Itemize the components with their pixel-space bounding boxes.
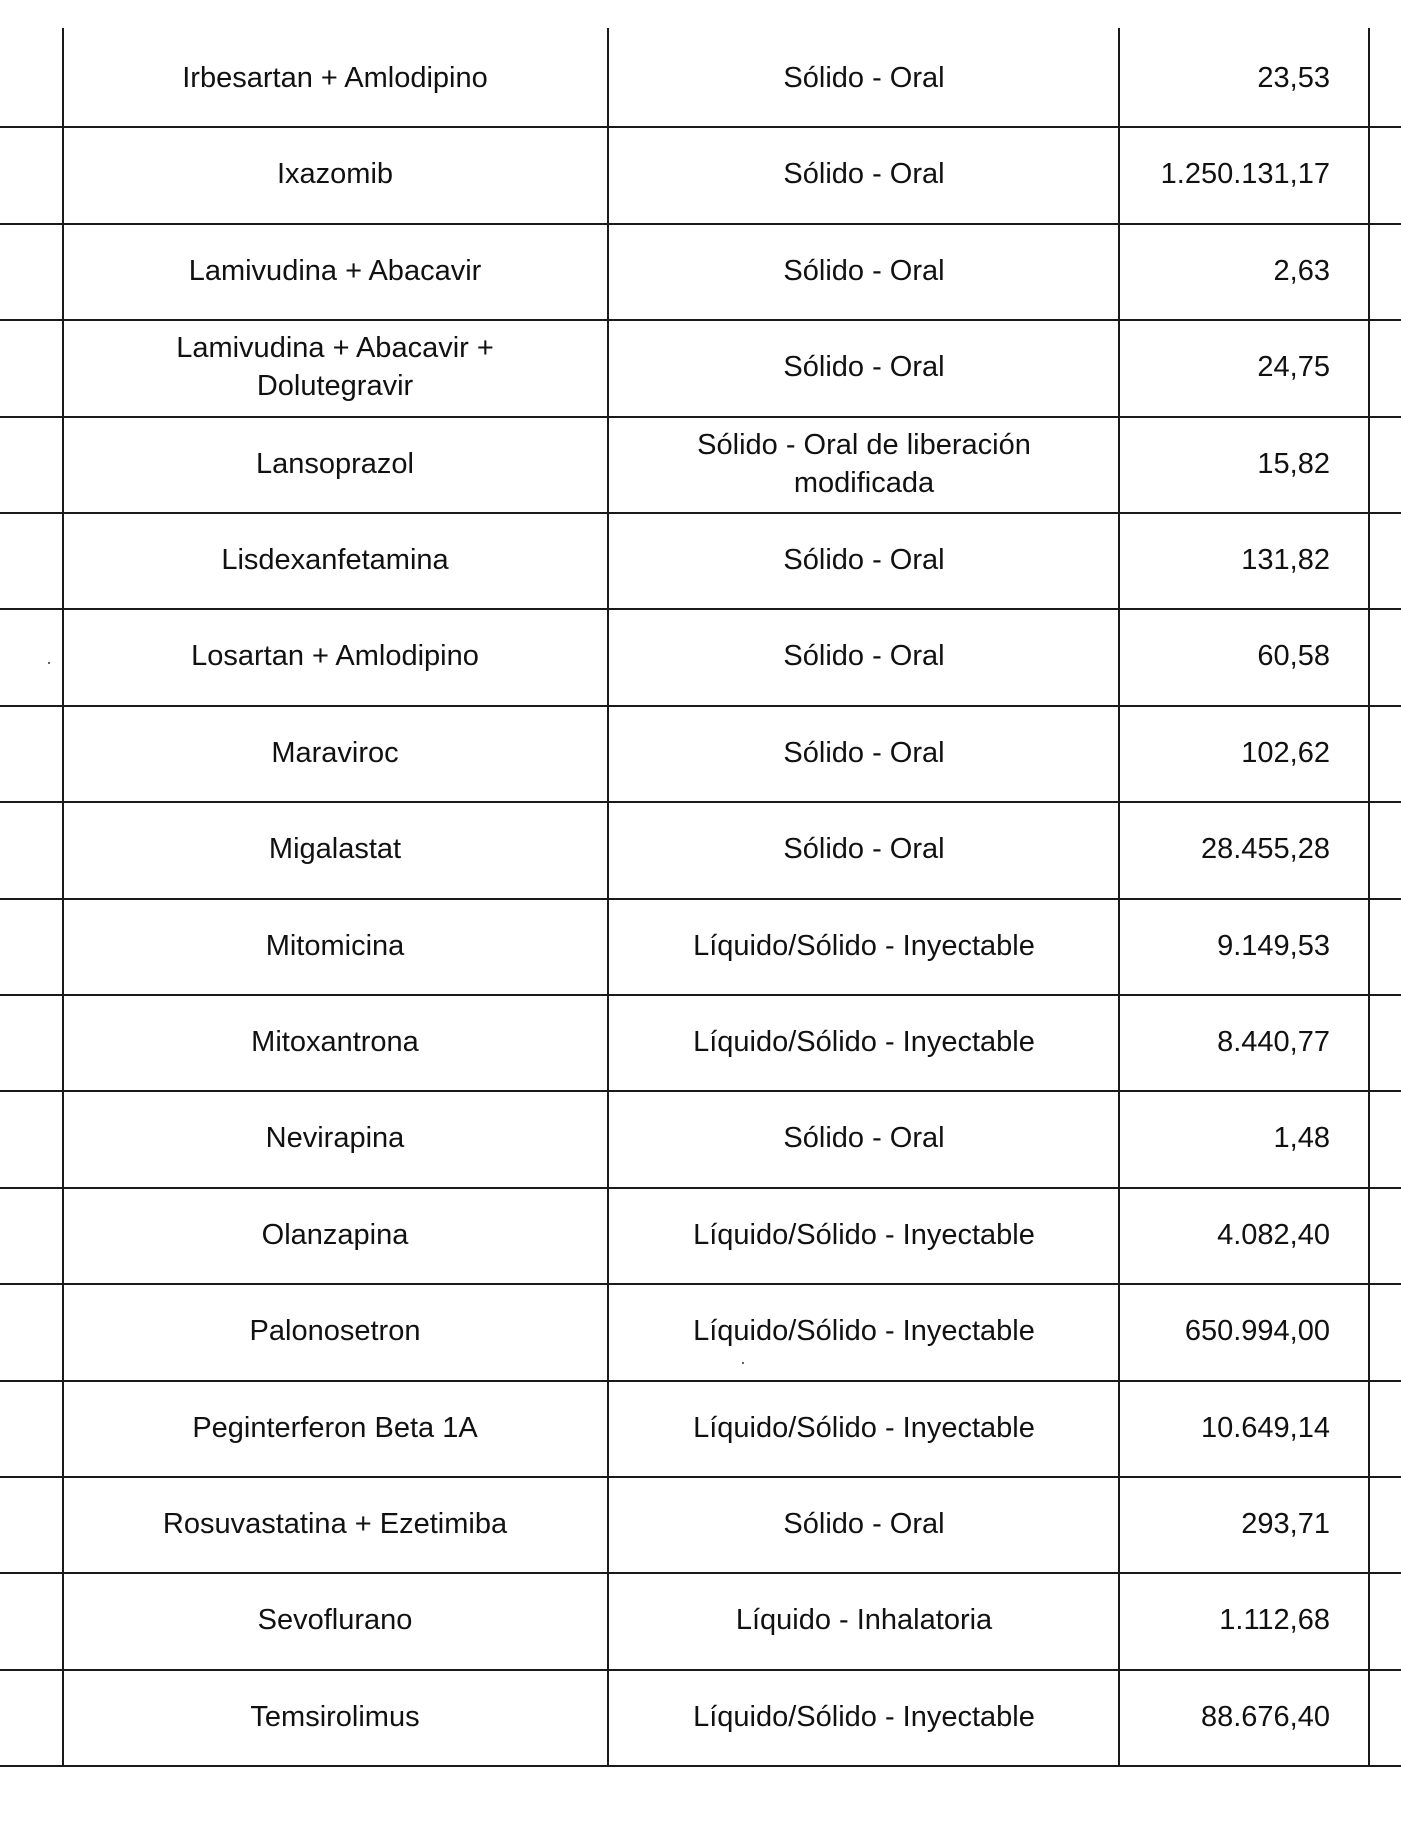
drug-name-cell	[64, 1187, 606, 1283]
price-cell	[1122, 1572, 1332, 1668]
drug-name-cell	[64, 898, 606, 994]
dosage-form: Líquido/Sólido - Inyectable	[693, 929, 1035, 962]
dosage-form: Líquido/Sólido - Inyectable	[693, 1026, 1035, 1058]
table-row	[0, 1090, 1401, 1186]
dosage-form-cell	[610, 1669, 1118, 1765]
price-value: 9.149,53	[1217, 929, 1330, 962]
dosage-form: Líquido/Sólido - Inyectable	[693, 1315, 1035, 1348]
dosage-form: Sólido - Oral	[783, 1122, 945, 1155]
dosage-form: Sólido - Oral	[783, 351, 945, 384]
drug-name: Losartan + Amlodipino	[191, 640, 479, 673]
drug-name-cell	[64, 1283, 606, 1379]
dosage-form: Sólido - Oral	[783, 1508, 945, 1540]
price-value: 23,53	[1257, 62, 1330, 94]
price-value: 102,62	[1241, 736, 1330, 769]
table-row	[0, 512, 1401, 608]
dosage-form-cell	[610, 705, 1118, 801]
drug-name: Migalastat	[268, 833, 402, 866]
price-value: 131,82	[1241, 544, 1330, 576]
drug-name: Palonosetron	[249, 1315, 421, 1348]
drug-name: Sevoflurano	[257, 1604, 413, 1637]
dosage-form-cell	[610, 30, 1118, 126]
price-cell	[1122, 1380, 1332, 1476]
drug-name-cell	[64, 512, 606, 608]
drug-name: Ixazomib	[276, 158, 394, 191]
price-value: 293,71	[1241, 1508, 1330, 1540]
table-row	[0, 319, 1401, 415]
drug-name: Temsirolimus	[250, 1700, 420, 1733]
table-row	[0, 1669, 1401, 1765]
dosage-form-cell	[610, 801, 1118, 897]
table-row	[0, 1476, 1401, 1572]
table-row	[0, 1572, 1401, 1668]
scan-speck	[742, 1362, 744, 1364]
price-cell	[1122, 1283, 1332, 1379]
dosage-form: Líquido/Sólido - Inyectable	[693, 1218, 1035, 1251]
dosage-form-cell	[610, 319, 1118, 415]
price-value: 650.994,00	[1184, 1315, 1330, 1348]
dosage-form: Sólido - Oral	[783, 640, 945, 673]
drug-name: Maraviroc	[271, 736, 399, 769]
drug-name-cell	[64, 608, 606, 704]
table-row	[0, 1187, 1401, 1283]
price-cell	[1122, 801, 1332, 897]
drug-name: Peginterferon Beta 1A	[192, 1411, 478, 1444]
drug-name-cell	[64, 30, 606, 126]
price-cell	[1122, 1669, 1332, 1765]
price-value: 15,82	[1257, 447, 1330, 480]
dosage-form: Sólido - Oral de liberación modificada	[697, 428, 1031, 499]
dosage-form: Líquido/Sólido - Inyectable	[693, 1700, 1035, 1733]
price-value: 24,75	[1257, 351, 1330, 384]
drug-name: Mitoxantrona	[251, 1026, 419, 1058]
price-value: 10.649,14	[1200, 1411, 1330, 1444]
drug-name: Lamivudina + Abacavir + Dolutegravir	[176, 332, 494, 403]
price-value: 88.676,40	[1200, 1700, 1330, 1733]
drug-name: Rosuvastatina + Ezetimiba	[162, 1508, 508, 1540]
drug-name-cell	[64, 1090, 606, 1186]
table-row	[0, 608, 1401, 704]
drug-name: Lamivudina + Abacavir	[188, 254, 482, 287]
price-value: 60,58	[1257, 640, 1330, 673]
dosage-form: Sólido - Oral	[783, 736, 945, 769]
price-cell	[1122, 608, 1332, 704]
price-cell	[1122, 223, 1332, 319]
price-value: 28.455,28	[1200, 833, 1330, 866]
drug-name-cell	[64, 801, 606, 897]
drug-name: Lisdexanfetamina	[221, 544, 449, 576]
price-cell	[1122, 416, 1332, 512]
price-cell	[1122, 512, 1332, 608]
dosage-form-cell	[610, 223, 1118, 319]
table-row	[0, 416, 1401, 512]
scan-speck	[48, 662, 50, 664]
table-row	[0, 898, 1401, 994]
drug-name-cell	[64, 1476, 606, 1572]
table-row	[0, 30, 1401, 126]
price-cell	[1122, 1476, 1332, 1572]
drug-name: Irbesartan + Amlodipino	[182, 62, 488, 94]
table-row	[0, 705, 1401, 801]
dosage-form-cell	[610, 512, 1118, 608]
dosage-form: Líquido/Sólido - Inyectable	[693, 1411, 1035, 1444]
drug-name-cell	[64, 223, 606, 319]
drug-name: Nevirapina	[265, 1122, 405, 1155]
drug-name-cell	[64, 1380, 606, 1476]
price-value: 8.440,77	[1217, 1026, 1330, 1058]
drug-name: Lansoprazol	[256, 447, 414, 480]
dosage-form-cell	[610, 994, 1118, 1090]
table-row	[0, 1380, 1401, 1476]
table-row	[0, 994, 1401, 1090]
price-value: 2,63	[1273, 254, 1330, 287]
price-cell	[1122, 898, 1332, 994]
dosage-form: Sólido - Oral	[783, 544, 945, 576]
table-row	[0, 1283, 1401, 1379]
dosage-form-cell	[610, 1187, 1118, 1283]
price-cell	[1122, 126, 1332, 222]
table-bottom-rule	[0, 1765, 1401, 1767]
price-value: 1,48	[1273, 1122, 1330, 1155]
price-cell	[1122, 30, 1332, 126]
table-row	[0, 223, 1401, 319]
price-value: 1.112,68	[1219, 1604, 1330, 1637]
dosage-form-cell	[610, 1572, 1118, 1668]
drug-name: Olanzapina	[261, 1218, 409, 1251]
dosage-form-cell	[610, 416, 1118, 512]
dosage-form: Sólido - Oral	[783, 833, 945, 866]
price-value: 4.082,40	[1217, 1218, 1330, 1251]
dosage-form-cell	[610, 1380, 1118, 1476]
dosage-form-cell	[610, 608, 1118, 704]
drug-name-cell	[64, 705, 606, 801]
drug-name-cell	[64, 319, 606, 415]
dosage-form: Sólido - Oral	[783, 254, 945, 287]
dosage-form: Sólido - Oral	[783, 158, 945, 191]
dosage-form-cell	[610, 1090, 1118, 1186]
price-cell	[1122, 1187, 1332, 1283]
price-cell	[1122, 705, 1332, 801]
price-cell	[1122, 319, 1332, 415]
dosage-form: Sólido - Oral	[783, 62, 945, 94]
dosage-form-cell	[610, 1476, 1118, 1572]
drug-name-cell	[64, 1572, 606, 1668]
drug-name-cell	[64, 1669, 606, 1765]
price-value: 1.250.131,17	[1160, 158, 1330, 191]
drug-name-cell	[64, 126, 606, 222]
dosage-form-cell	[610, 898, 1118, 994]
drug-name-cell	[64, 994, 606, 1090]
price-cell	[1122, 994, 1332, 1090]
table-row	[0, 801, 1401, 897]
dosage-form-cell	[610, 1283, 1118, 1379]
price-cell	[1122, 1090, 1332, 1186]
table-row	[0, 126, 1401, 222]
dosage-form: Líquido - Inhalatoria	[735, 1604, 993, 1637]
dosage-form-cell	[610, 126, 1118, 222]
drug-name: Mitomicina	[265, 929, 405, 962]
drug-name-cell	[64, 416, 606, 512]
